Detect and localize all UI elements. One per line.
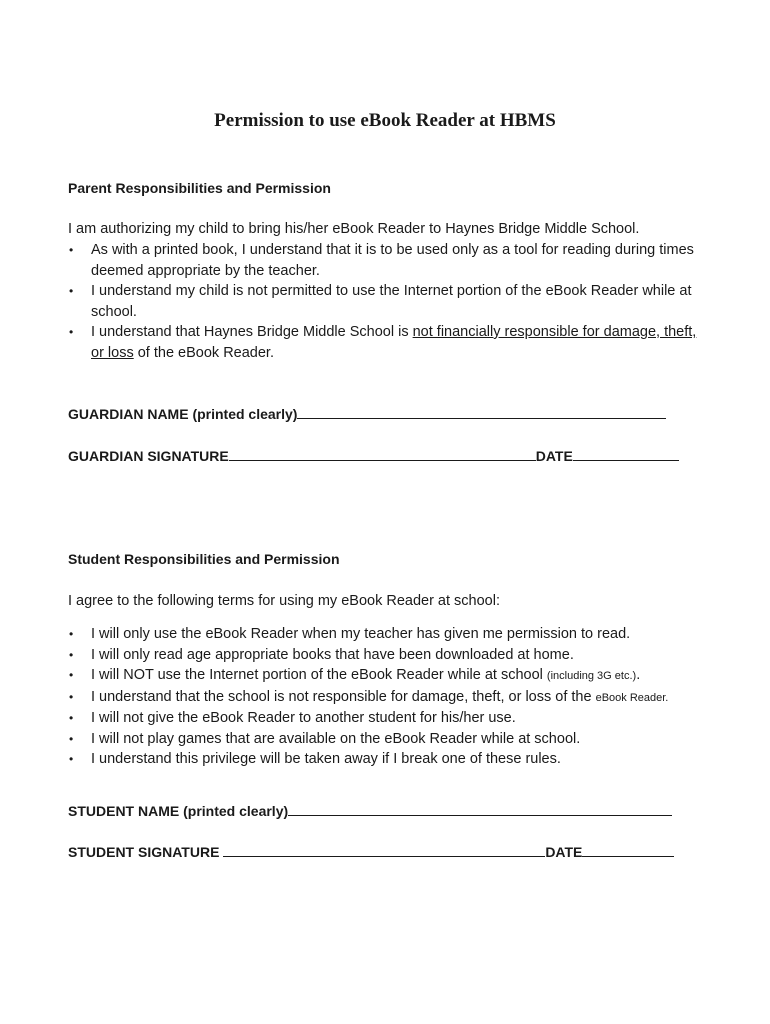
financial-responsibility-underlined: not financially responsible for damage, theft, or loss (91, 324, 697, 361)
bullet-icon: • (69, 689, 74, 704)
list-item (68, 322, 708, 363)
student-section-heading: Student Responsibilities and Permission (68, 551, 340, 567)
student-date-field[interactable] (582, 844, 674, 857)
bullet-icon: • (69, 668, 74, 682)
student-name-label: STUDENT NAME (printed clearly) (68, 803, 289, 819)
guardian-date-field[interactable] (573, 448, 679, 461)
list-item (68, 624, 728, 645)
list-item (68, 645, 728, 666)
student-bullet-period: . (636, 667, 641, 683)
list-item (68, 665, 728, 687)
guardian-signature-label: GUARDIAN SIGNATURE (68, 448, 229, 464)
bullet-icon: • (69, 325, 74, 339)
student-bullet-text: I understand that the school is not responsible for damage, theft, or loss of the (91, 688, 596, 705)
student-bullet-text: I understand this privilege will be taken away if I break one of these rules. (91, 751, 561, 767)
bullet-icon: • (69, 284, 74, 298)
guardian-signature-line (68, 448, 679, 464)
list-item (68, 687, 728, 709)
student-intro-text: I agree to the following terms for using my eBook Reader at school: (68, 593, 500, 609)
student-signature-field[interactable] (223, 844, 545, 857)
list-item (68, 749, 728, 770)
parent-bullet-text-end: of the eBook Reader. (133, 344, 274, 361)
parent-bullet-text: As with a printed book, I understand that it is to be used only as a tool for reading during times deemed appropriate by the teacher. (91, 242, 694, 279)
parent-bullet-text: I understand that Haynes Bridge Middle School is (91, 324, 413, 340)
bullet-icon: • (69, 243, 74, 257)
student-bullet-list (68, 624, 728, 770)
list-item (68, 729, 728, 750)
parent-section-heading: Parent Responsibilities and Permission (68, 180, 331, 196)
list-item (68, 708, 728, 729)
student-name-line (68, 803, 672, 819)
bullet-icon: • (69, 752, 74, 766)
guardian-signature-field[interactable] (229, 448, 536, 461)
student-bullet-text: I will not give the eBook Reader to another student for his/her use. (91, 710, 516, 726)
guardian-name-field[interactable] (297, 406, 666, 419)
student-bullet-text: I will NOT use the Internet portion of the eBook Reader while at school (91, 667, 547, 683)
list-item (68, 240, 708, 281)
parent-intro-text: I am authorizing my child to bring his/her eBook Reader to Haynes Bridge Middle School. (68, 221, 640, 237)
student-signature-label: STUDENT SIGNATURE (68, 844, 220, 860)
student-bullet-note: eBook Reader. (595, 691, 669, 704)
list-item (68, 281, 708, 322)
guardian-name-line (68, 406, 666, 422)
student-signature-line (68, 844, 674, 860)
guardian-date-label: DATE (535, 448, 573, 464)
parent-bullet-list (68, 240, 708, 363)
student-bullet-text: I will only read age appropriate books that have been downloaded at home. (91, 646, 574, 663)
bullet-icon: • (69, 627, 74, 641)
bullet-icon: • (69, 711, 74, 725)
parent-bullet-text: I understand my child is not permitted to use the Internet portion of the eBook Reader while at school. (91, 283, 692, 320)
student-bullet-text: I will only use the eBook Reader when my teacher has given me permission to read. (91, 626, 631, 642)
student-bullet-note: (including 3G etc.) (546, 670, 637, 682)
student-bullet-text: I will not play games that are available on the eBook Reader while at school. (91, 730, 581, 747)
bullet-icon: • (69, 647, 74, 662)
guardian-name-label: GUARDIAN NAME (printed clearly) (68, 406, 298, 422)
student-date-label: DATE (545, 844, 583, 860)
page-title: Permission to use eBook Reader at HBMS (214, 110, 556, 131)
bullet-icon: • (69, 731, 74, 746)
student-name-field[interactable] (288, 803, 672, 816)
